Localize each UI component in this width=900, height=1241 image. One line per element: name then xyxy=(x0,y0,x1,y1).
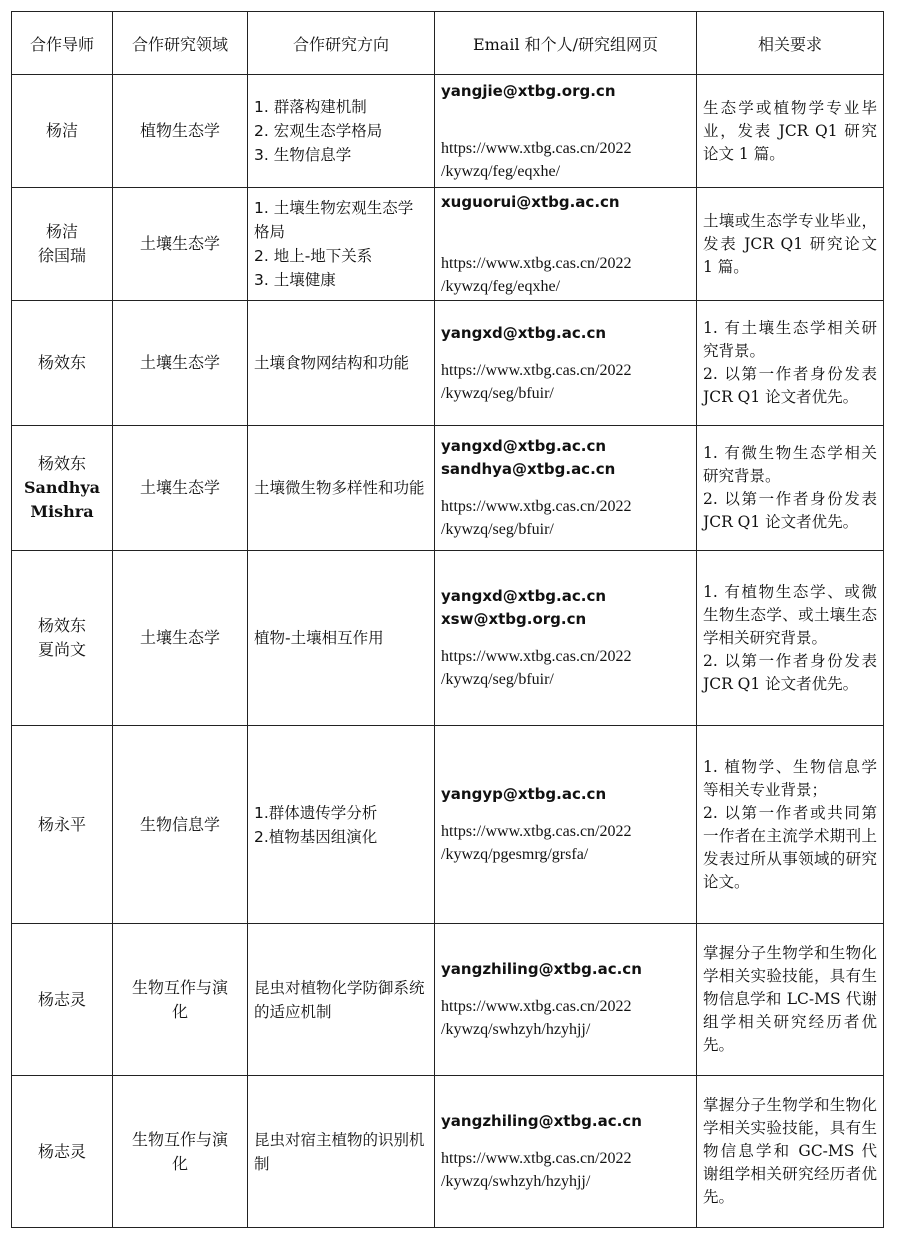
email-link[interactable]: yangxd@xtbg.ac.cn xyxy=(441,323,607,342)
direction-item: 1. 群落构建机制 xyxy=(254,98,367,116)
table-header-row xyxy=(12,12,884,75)
field-text: 植物生态学 xyxy=(139,121,220,140)
email-link[interactable]: xsw@xtbg.org.cn xyxy=(441,610,587,628)
direction-item: 2. 地上-地下关系 xyxy=(254,247,373,265)
direction-cell xyxy=(248,1076,435,1228)
email-cell xyxy=(435,301,697,426)
requirement-text: 生态学或植物学专业毕业，发表 JCR Q1 研究论文 1 篇。 xyxy=(703,98,877,163)
header-requirements: 相关要求 xyxy=(697,12,884,75)
field-text: 土壤生态学 xyxy=(139,628,220,647)
table-row xyxy=(12,551,884,726)
mentor-cell xyxy=(12,301,113,426)
direction-cell xyxy=(248,726,435,924)
requirement-text: 2. 以第一作者身份发表 JCR Q1 论文者优先。 xyxy=(703,365,877,406)
field-cell xyxy=(113,1076,248,1228)
direction-cell xyxy=(248,426,435,551)
webpage-link[interactable]: https://www.xtbg.cas.cn/2022 xyxy=(441,823,632,840)
field-text: 化 xyxy=(171,1001,188,1021)
header-direction: 合作研究方向 xyxy=(248,12,435,75)
mentor-cell xyxy=(12,426,113,551)
webpage-link[interactable]: /kywzq/feg/eqxhe/ xyxy=(441,162,561,180)
direction-cell xyxy=(248,924,435,1076)
mentor-name: 杨永平 xyxy=(37,814,86,834)
email-cell xyxy=(435,1076,697,1228)
email-cell xyxy=(435,75,697,188)
direction-item: 1. 土壤生物宏观生态学格局 xyxy=(254,199,414,241)
direction-item: 植物-土壤相互作用 xyxy=(254,629,384,647)
mentor-cell xyxy=(12,924,113,1076)
mentor-name: 杨效东 xyxy=(37,454,86,473)
spacer xyxy=(441,981,690,995)
field-cell xyxy=(113,551,248,726)
requirements-cell xyxy=(697,726,884,924)
webpage-link[interactable]: https://www.xtbg.cas.cn/2022 xyxy=(441,498,632,515)
requirement-text: 掌握分子生物学和生物化学相关实验技能，具有生物信息学和 LC-MS 代谢组学相关研究经历者优先。 xyxy=(703,944,877,1054)
mentor-name: Sandhya xyxy=(23,478,101,497)
requirement-text: 2. 以第一作者身份发表 JCR Q1 论文者优先。 xyxy=(703,651,877,693)
requirement-text: 1. 有微生物生态学相关研究背景。 xyxy=(703,444,877,485)
field-cell xyxy=(113,726,248,924)
webpage-link[interactable]: /kywzq/swhzyh/hzyhjj/ xyxy=(441,1173,591,1190)
mentor-cell xyxy=(12,1076,113,1228)
requirement-text: 1. 植物学、生物信息学等相关专业背景； xyxy=(703,757,877,799)
requirement-text: 2. 以第一作者或共同第一作者在主流学术期刊上发表过所从事领域的研究论文。 xyxy=(703,803,877,891)
email-link[interactable]: yangzhiling@xtbg.ac.cn xyxy=(441,960,642,978)
mentor-cell xyxy=(12,75,113,188)
direction-cell xyxy=(248,301,435,426)
direction-item: 3. 生物信息学 xyxy=(254,146,352,164)
mentor-name: 杨洁 xyxy=(45,222,78,241)
field-text: 生物互作与演 xyxy=(131,1129,228,1149)
requirements-cell xyxy=(697,1076,884,1228)
spacer xyxy=(441,481,690,495)
email-cell xyxy=(435,551,697,726)
field-cell xyxy=(113,924,248,1076)
table-row xyxy=(12,75,884,188)
requirement-text: 土壤或生态学专业毕业，发表 JCR Q1 研究论文 1 篇。 xyxy=(703,211,877,276)
webpage-link[interactable]: https://www.xtbg.cas.cn/2022 xyxy=(441,1150,632,1167)
email-cell xyxy=(435,726,697,924)
email-link[interactable]: yangjie@xtbg.org.cn xyxy=(441,81,616,100)
webpage-link[interactable]: /kywzq/swhzyh/hzyhjj/ xyxy=(441,1021,591,1038)
direction-item: 土壤食物网结构和功能 xyxy=(254,354,410,372)
mentor-name: 杨志灵 xyxy=(37,989,86,1009)
email-link[interactable]: xuguorui@xtbg.ac.cn xyxy=(441,192,620,211)
mentor-cell xyxy=(12,551,113,726)
direction-item: 3. 土壤健康 xyxy=(254,271,336,289)
mentor-table-container xyxy=(11,11,884,1228)
email-cell xyxy=(435,924,697,1076)
webpage-link[interactable]: /kywzq/seg/bfuir/ xyxy=(441,384,554,402)
direction-item: 1.群体遗传学分析 xyxy=(254,803,378,822)
email-link[interactable]: yangxd@xtbg.ac.cn xyxy=(441,587,607,605)
webpage-link[interactable]: /kywzq/seg/bfuir/ xyxy=(441,521,554,538)
header-mentor: 合作导师 xyxy=(12,12,113,75)
field-text: 土壤生态学 xyxy=(139,353,220,372)
requirements-cell xyxy=(697,75,884,188)
requirement-text: 1. 有土壤生态学相关研究背景。 xyxy=(703,319,877,360)
spacer xyxy=(441,345,690,359)
email-link[interactable]: yangxd@xtbg.ac.cn xyxy=(441,437,607,455)
mentor-cell xyxy=(12,726,113,924)
table-row xyxy=(12,726,884,924)
webpage-link[interactable]: https://www.xtbg.cas.cn/2022 xyxy=(441,139,632,157)
requirement-text: 掌握分子生物学和生物化学相关实验技能，具有生物信息学和 GC-MS 代谢组学相关研究经历者优先。 xyxy=(703,1096,877,1206)
mentor-cell xyxy=(12,188,113,301)
requirements-cell xyxy=(697,924,884,1076)
webpage-link[interactable]: https://www.xtbg.cas.cn/2022 xyxy=(441,361,632,379)
requirement-text: 2. 以第一作者身份发表 JCR Q1 论文者优先。 xyxy=(703,490,877,531)
spacer xyxy=(441,631,690,645)
spacer xyxy=(441,1133,690,1147)
field-cell xyxy=(113,188,248,301)
mentor-name: 杨洁 xyxy=(45,121,78,140)
direction-item: 昆虫对植物化学防御系统的适应机制 xyxy=(254,978,425,1021)
field-text: 土壤生态学 xyxy=(139,478,220,497)
field-cell xyxy=(113,75,248,188)
email-link[interactable]: yangyp@xtbg.ac.cn xyxy=(441,785,607,803)
webpage-link[interactable]: /kywzq/feg/eqxhe/ xyxy=(441,277,561,295)
mentor-name: 徐国瑞 xyxy=(37,246,86,265)
mentor-name: 杨效东 xyxy=(37,616,86,635)
requirements-cell xyxy=(697,301,884,426)
direction-cell xyxy=(248,551,435,726)
requirements-cell xyxy=(697,188,884,301)
table-row xyxy=(12,301,884,426)
table-row xyxy=(12,1076,884,1228)
direction-item: 昆虫对宿主植物的识别机制 xyxy=(254,1130,425,1173)
spacer xyxy=(441,103,690,137)
mentor-name: 杨志灵 xyxy=(37,1141,86,1161)
mentor-name: Mishra xyxy=(30,502,94,521)
email-link[interactable]: sandhya@xtbg.ac.cn xyxy=(441,460,616,478)
requirements-cell xyxy=(697,426,884,551)
field-text: 生物信息学 xyxy=(139,814,220,834)
field-text: 化 xyxy=(171,1153,188,1173)
table-row xyxy=(12,188,884,301)
field-text: 土壤生态学 xyxy=(139,234,220,253)
table-row xyxy=(12,924,884,1076)
field-text: 生物互作与演 xyxy=(131,977,228,997)
direction-cell xyxy=(248,188,435,301)
field-cell xyxy=(113,426,248,551)
header-field: 合作研究领域 xyxy=(113,12,248,75)
spacer xyxy=(441,214,690,252)
table-row xyxy=(12,426,884,551)
header-email-webpage: Email 和个人/研究组网页 xyxy=(435,12,697,75)
mentor-name: 夏尚文 xyxy=(37,640,86,659)
webpage-link[interactable]: /kywzq/pgesmrg/grsfa/ xyxy=(441,846,589,863)
field-cell xyxy=(113,301,248,426)
direction-item: 土壤微生物多样性和功能 xyxy=(254,479,425,497)
requirements-cell xyxy=(697,551,884,726)
mentor-name: 杨效东 xyxy=(37,353,86,372)
mentor-table xyxy=(11,11,884,1228)
table-body xyxy=(12,75,884,1228)
email-cell xyxy=(435,426,697,551)
direction-cell xyxy=(248,75,435,188)
webpage-link[interactable]: https://www.xtbg.cas.cn/2022 xyxy=(441,998,632,1015)
webpage-link[interactable]: /kywzq/seg/bfuir/ xyxy=(441,671,554,688)
requirement-text: 1. 有植物生态学、或微生物生态学、或土壤生态学相关研究背景。 xyxy=(703,582,877,647)
webpage-link[interactable]: https://www.xtbg.cas.cn/2022 xyxy=(441,254,632,272)
email-cell xyxy=(435,188,697,301)
direction-item: 2. 宏观生态学格局 xyxy=(254,122,383,140)
spacer xyxy=(441,806,690,820)
direction-item: 2.植物基因组演化 xyxy=(254,827,378,846)
webpage-link[interactable]: https://www.xtbg.cas.cn/2022 xyxy=(441,648,632,665)
email-link[interactable]: yangzhiling@xtbg.ac.cn xyxy=(441,1112,642,1130)
